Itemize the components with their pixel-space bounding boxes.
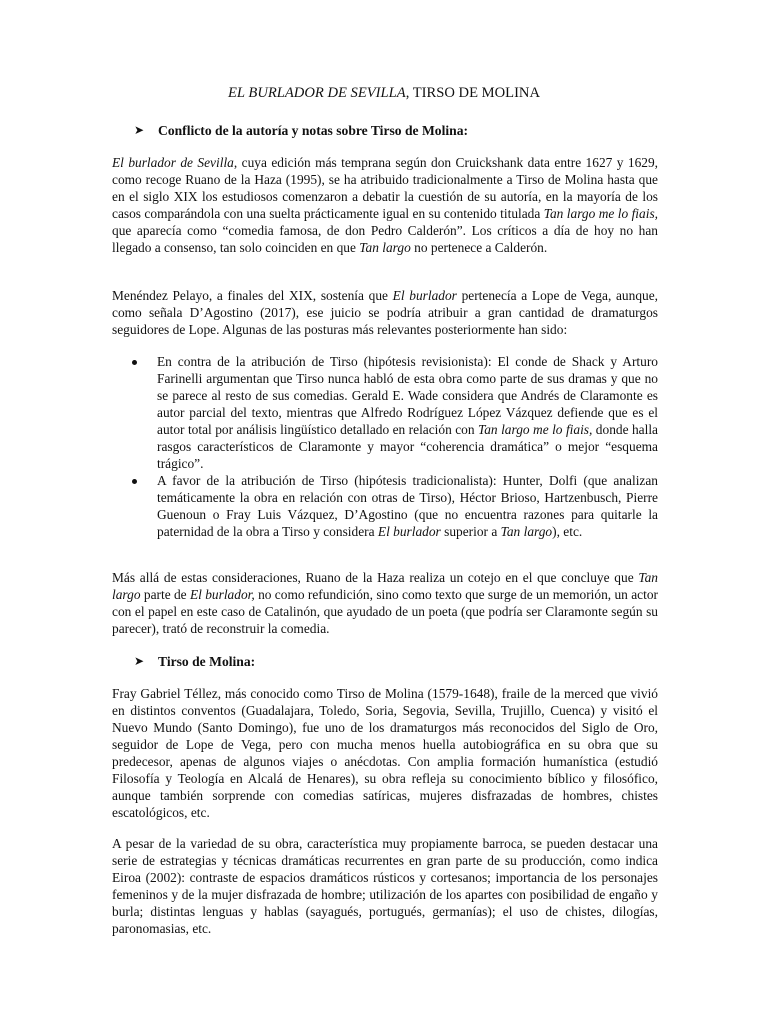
text-run: , cuya edición más temprana según don Cruickshank data entre 1627 y 1629, como recoge Ruano de la Haza (1995), se ha atribuido tradicionalmente a Tirso de Molina hasta que en el siglo XIX los estudiosos comenzaron a debatir la cuestión de su autoría, en la mayoría de los casos comparándola con una suelta prácticamente igual en su contenido titulada	[112, 155, 658, 221]
paragraph-ruano-cotejo	[112, 569, 658, 637]
arrow-bullet-icon: ➤	[134, 123, 145, 137]
list-item-revisionist	[112, 353, 658, 472]
italic-text: Tan largo	[112, 570, 658, 602]
text-run: no pertenece a Calderón.	[410, 240, 548, 255]
italic-text: El burlador de Sevilla	[112, 155, 234, 170]
text-run: superior a	[440, 524, 501, 539]
document-title	[0, 84, 768, 102]
text-run: que aparecía como “comedia famosa, de don Pedro Calderón”. Los críticos a día de hoy no han llegado a consenso, tan solo coinciden en que	[112, 223, 658, 255]
italic-text: El burlador,	[189, 587, 255, 602]
title-rest: , TIRSO DE MOLINA	[405, 85, 541, 101]
positions-list	[112, 353, 658, 540]
paragraph-menendez-pelayo	[112, 287, 658, 338]
text-run: Menéndez Pelayo, a finales del XIX, sostenía que	[112, 288, 393, 303]
italic-text: El burlador	[392, 288, 457, 303]
italic-text: Tan largo	[359, 240, 411, 255]
italic-text: Tan largo	[500, 524, 553, 539]
list-item-traditionalist	[112, 472, 658, 540]
bullet-dot-icon	[132, 479, 137, 484]
italic-text: Tan largo me lo fiais,	[478, 422, 593, 437]
text-run: donde halla rasgos característicos de Claramonte y mayor “coherencia dramática” o mejor “esquema trágico”.	[157, 422, 658, 471]
text-run: A favor de la atribución de Tirso (hipótesis tradicionalista): Hunter, Dolfi (que analizan temáticamente la obra en relación con otras de Tirso), Héctor Brioso, Hartzenbusch, Pierre Guenoun o Fray Luis Vázquez, D’Agostino (que no encuentra razones para quitarle la paternidad de la obra a Tirso y considera	[157, 473, 658, 539]
text-run: parte de	[140, 587, 190, 602]
italic-text: El burlador	[377, 524, 441, 539]
paragraph-authorship-intro	[112, 154, 658, 256]
italic-text: Tan largo me lo fiais,	[543, 206, 659, 221]
paragraph-tirso-bio: Fray Gabriel Téllez, más conocido como Tirso de Molina (1579-1648), fraile de la merced que vivió en distintos conventos (Guadalajara, Toledo, Soria, Segovia, Sevilla, Trujillo, Cuenca) y visitó el Nuevo Mundo (Santo Domingo), fue uno de los dramaturgos más reconocidos del Siglo de Oro, seguidor de Lope de Vega, pero con mucha menos huella autobiográfica en su obra que su predecesor, apenas de algunos viajes o anécdotas. Con amplia formación humanística (estudió Filosofía y Teología en Alcalá de Henares), su obra refleja su conocimiento bíblico y filosófico, aunque también sorprende con comedias satíricas, mujeres disfrazadas de hombres, chistes escatológicos, etc.	[112, 686, 658, 820]
paragraph-tirso-techniques: A pesar de la variedad de su obra, característica muy propiamente barroca, se pueden destacar una serie de estrategias y técnicas dramáticas recurrentes en gran parte de su producción, como indica Eiroa (2002): contraste de espacios dramáticos rústicos y cortesanos; importancia de los personajes femeninos y de la mujer disfrazada de hombre; utilización de los apartes con posibilidad de engaño y burla; distintas lenguas y hablas (sayagués, portugués, germanías); el uso de chistes, dilogías, paronomasias, etc.	[112, 836, 658, 936]
text-run: En contra de la atribución de Tirso (hipótesis revisionista): El conde de Shack y Arturo Farinelli argumentan que Tirso nunca habló de esta obra como parte de sus dramas y que no se parece al resto de sus comedias. Gerald E. Wade considera que Andrés de Claramonte es autor parcial del texto, mientras que Alfredo Rodríguez López Vázquez defiende que es el autor total por análisis lingüístico detallado en relación con	[157, 354, 658, 437]
section-heading-authorship	[135, 122, 468, 139]
section-heading-tirso	[135, 653, 255, 670]
text-run: ), etc.	[552, 524, 583, 539]
bullet-dot-icon	[132, 360, 137, 365]
arrow-bullet-icon: ➤	[134, 654, 145, 668]
section-heading-text: Conflicto de la autoría y notas sobre Tirso de Molina:	[158, 123, 469, 138]
text-run: Más allá de estas consideraciones, Ruano de la Haza realiza un cotejo en el que concluye que	[112, 570, 639, 585]
text-run: pertenecía a Lope de Vega, aunque, como señala D’Agostino (2017), ese juicio se podría atribuir a gran cantidad de dramaturgos seguidores de Lope. Algunas de las posturas más relevantes posteriormente han sido:	[112, 288, 658, 337]
section-heading-text: Tirso de Molina:	[158, 654, 256, 669]
title-italic: EL BURLADOR DE SEVILLA	[227, 85, 406, 101]
text-run: no como refundición, sino como texto que surge de un memorión, un actor con el papel en este caso de Catalinón, que ayudado de un poeta (que podría ser Claramonte según su parecer), trató de reconstruir la comedia.	[112, 587, 658, 636]
